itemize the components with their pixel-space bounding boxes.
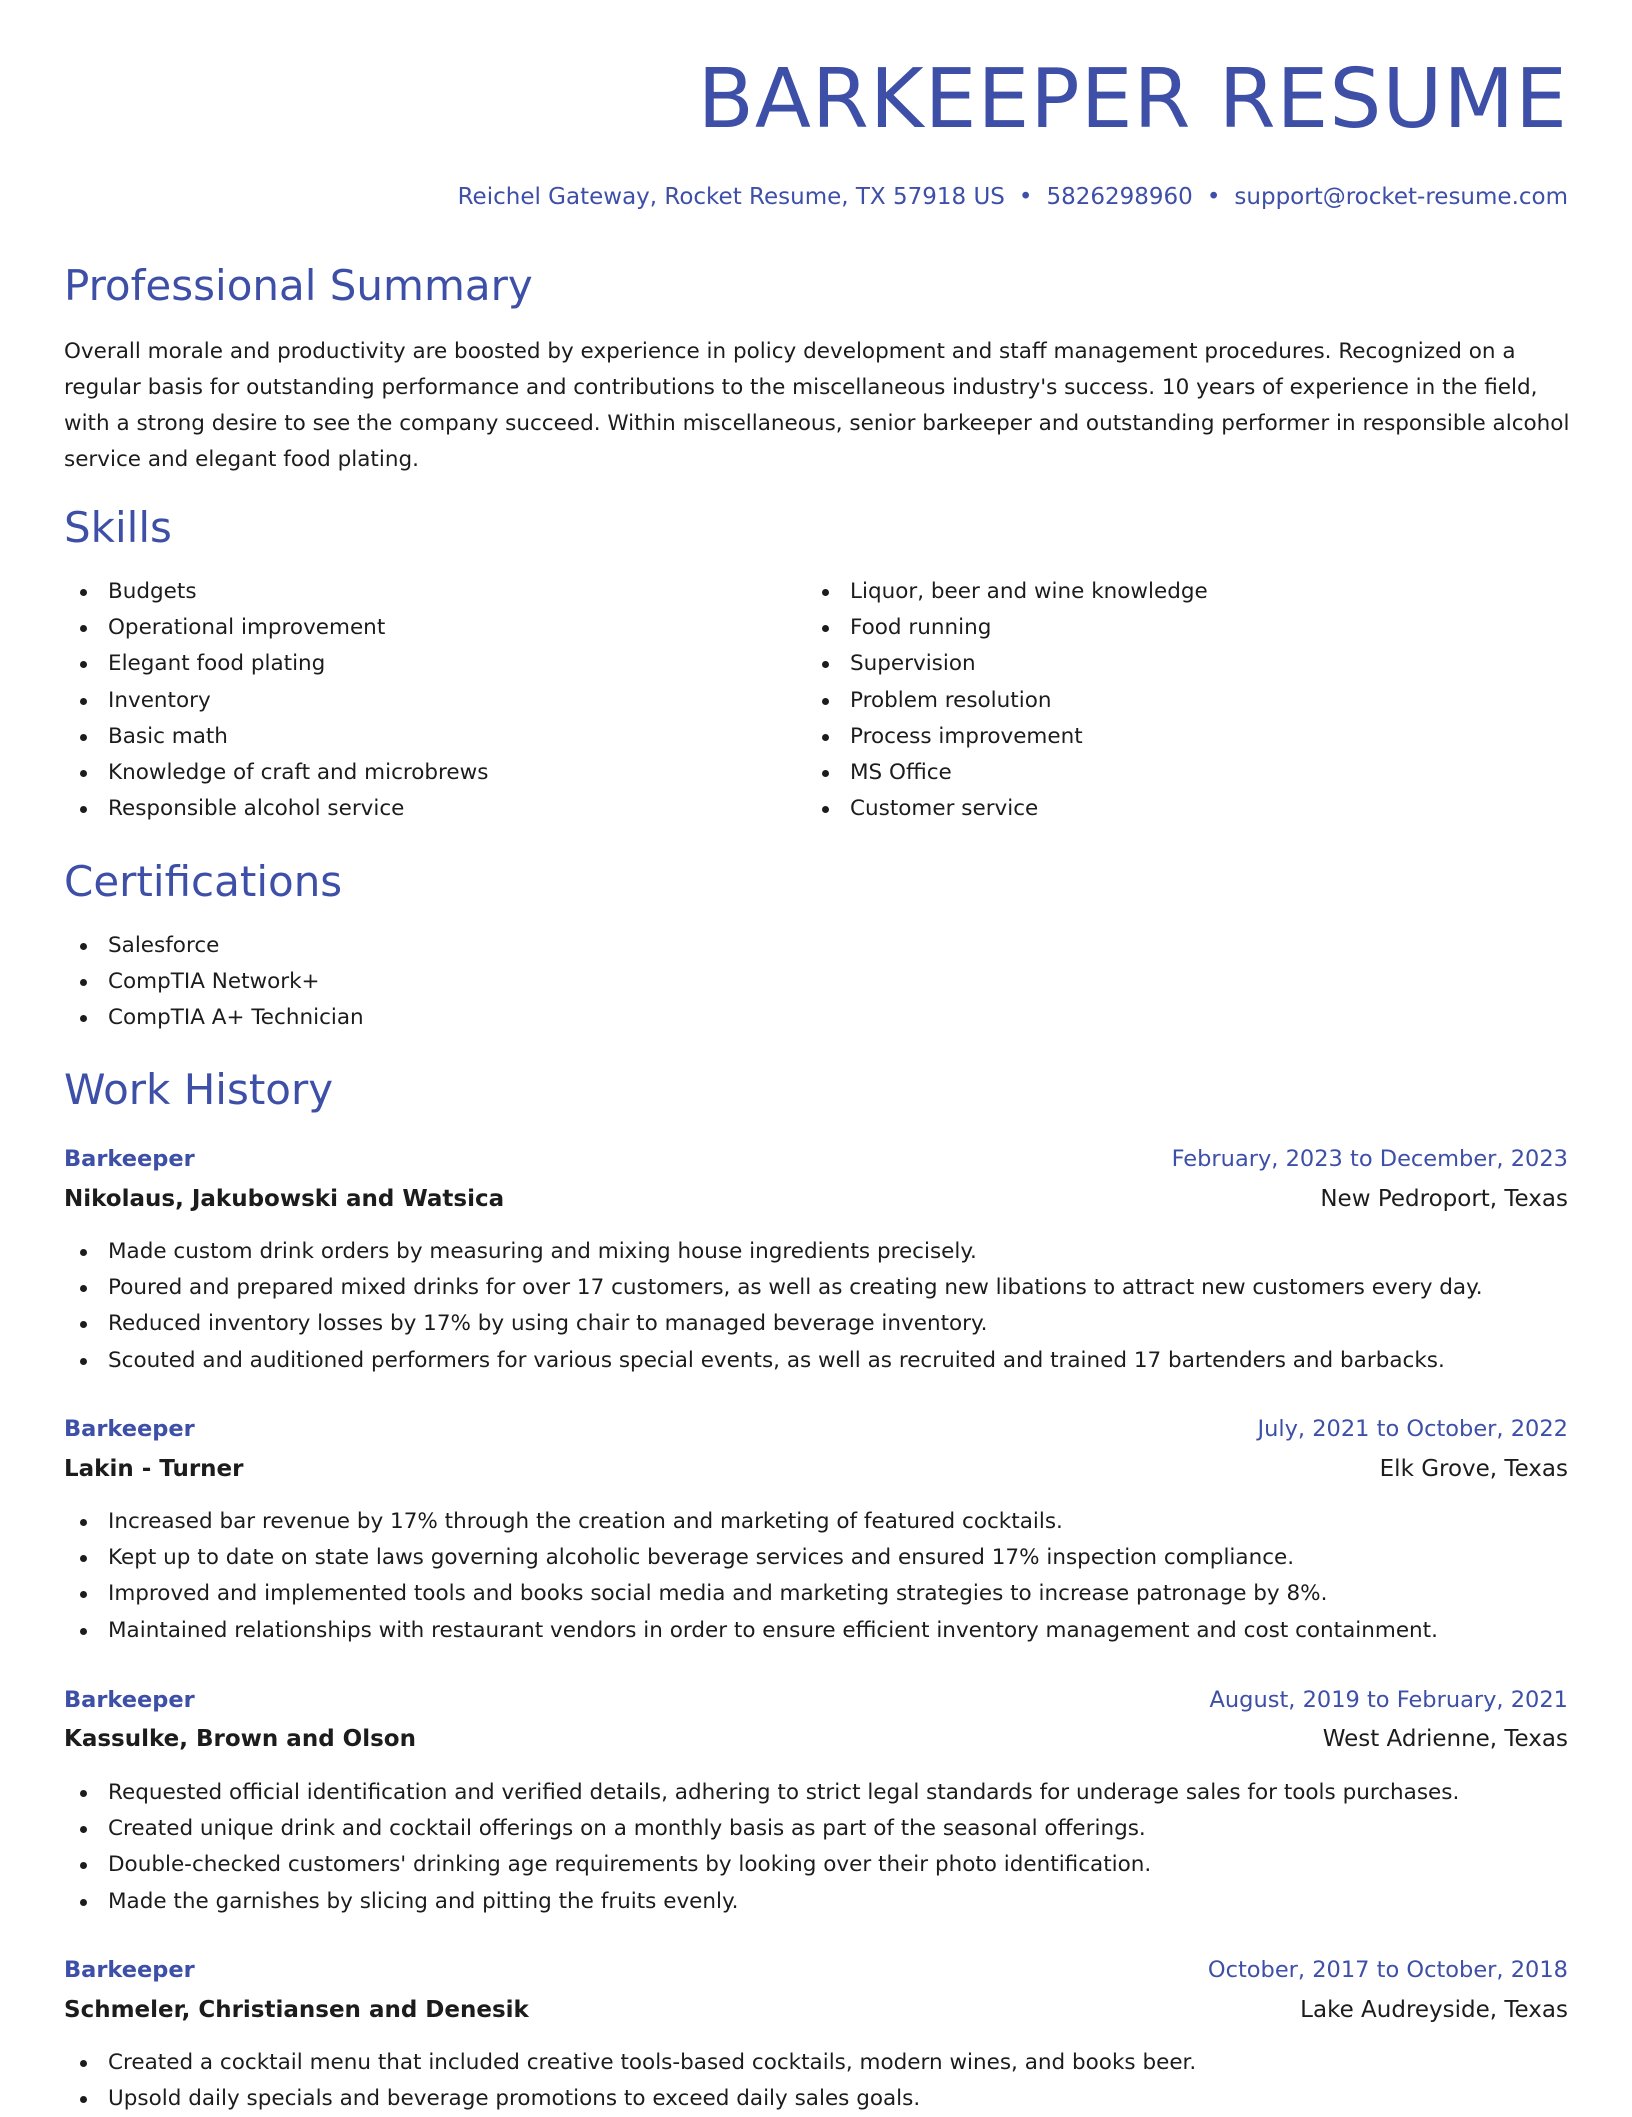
separator-dot: •	[1018, 184, 1033, 210]
job-location: New Pedroport, Texas	[1320, 1186, 1568, 1212]
job-bullet: Requested official identification and verified details, adhering to strict legal standards for underage sales for tools purchases.	[64, 1775, 1459, 1811]
skills-heading: Skills	[64, 503, 172, 552]
job-title: Barkeeper	[64, 1687, 195, 1713]
job-company: Lakin - Turner	[64, 1456, 244, 1482]
certification-item: Salesforce	[64, 928, 364, 964]
job-bullet: Improved and implemented tools and books social media and marketing strategies to increase patronage by 8%.	[64, 1576, 1438, 1612]
certification-item: CompTIA A+ Technician	[64, 1000, 364, 1036]
work-history-heading: Work History	[64, 1065, 334, 1114]
skill-item: Responsible alcohol service	[64, 791, 488, 827]
certifications-heading: Certifications	[64, 857, 343, 906]
phone: 5826298960	[1046, 184, 1193, 210]
skill-item: Knowledge of craft and microbrews	[64, 755, 488, 791]
skill-item: Food running	[806, 610, 1208, 646]
job-bullet: Created unique drink and cocktail offerings on a monthly basis as part of the seasonal offerings.	[64, 1811, 1459, 1847]
job-title: Barkeeper	[64, 1146, 195, 1172]
job-title-row	[64, 1144, 1568, 1174]
skill-item: MS Office	[806, 755, 1208, 791]
separator-dot: •	[1206, 184, 1221, 210]
job-location: Lake Audreyside, Texas	[1300, 1997, 1568, 2023]
skills-list-right	[806, 574, 1208, 827]
job-company-row	[64, 1454, 1568, 1484]
job-dates: February, 2023 to December, 2023	[1171, 1146, 1568, 1172]
job-company-row	[64, 1724, 1568, 1754]
job-bullet: Created a cocktail menu that included creative tools-based cocktails, modern wines, and books beer.	[64, 2045, 1196, 2081]
summary-heading: Professional Summary	[64, 261, 533, 310]
job-title-row	[64, 1414, 1568, 1444]
job-bullets	[64, 2045, 1196, 2117]
job-company: Schmeler, Christiansen and Denesik	[64, 1997, 529, 2023]
job-bullets	[64, 1234, 1483, 1379]
job-title-row	[64, 1685, 1568, 1715]
job-bullet: Double-checked customers' drinking age requirements by looking over their photo identification.	[64, 1847, 1459, 1883]
job-bullet: Made the garnishes by slicing and pitting the fruits evenly.	[64, 1884, 1459, 1920]
email-link[interactable]: support@rocket-resume.com	[1234, 184, 1568, 210]
job-bullets	[64, 1775, 1459, 1920]
job-company: Kassulke, Brown and Olson	[64, 1726, 416, 1752]
skill-item: Process improvement	[806, 719, 1208, 755]
skill-item: Basic math	[64, 719, 488, 755]
job-bullet: Made custom drink orders by measuring and mixing house ingredients precisely.	[64, 1234, 1483, 1270]
job-location: Elk Grove, Texas	[1379, 1456, 1568, 1482]
job-bullet: Poured and prepared mixed drinks for over 17 customers, as well as creating new libations to attract new customers every day.	[64, 1270, 1483, 1306]
job-bullet: Increased bar revenue by 17% through the creation and marketing of featured cocktails.	[64, 1504, 1438, 1540]
job-dates: August, 2019 to February, 2021	[1209, 1687, 1568, 1713]
skill-item: Elegant food plating	[64, 646, 488, 682]
job-title: Barkeeper	[64, 1416, 195, 1442]
resume-title: BARKEEPER RESUME	[697, 52, 1568, 147]
certifications-list	[64, 928, 364, 1037]
skill-item: Budgets	[64, 574, 488, 610]
job-bullet: Kept up to date on state laws governing alcoholic beverage services and ensured 17% inspection compliance.	[64, 1540, 1438, 1576]
job-dates: July, 2021 to October, 2022	[1257, 1416, 1568, 1442]
skill-item: Supervision	[806, 646, 1208, 682]
skill-item: Problem resolution	[806, 683, 1208, 719]
job-title: Barkeeper	[64, 1957, 195, 1983]
job-title-row	[64, 1955, 1568, 1985]
job-bullet: Reduced inventory losses by 17% by using chair to managed beverage inventory.	[64, 1306, 1483, 1342]
job-bullet: Maintained relationships with restaurant vendors in order to ensure efficient inventory management and cost containment.	[64, 1613, 1438, 1649]
skills-list-left	[64, 574, 488, 827]
certification-item: CompTIA Network+	[64, 964, 364, 1000]
job-bullet: Scouted and auditioned performers for various special events, as well as recruited and trained 17 bartenders and barbacks.	[64, 1343, 1483, 1379]
job-location: West Adrienne, Texas	[1322, 1726, 1568, 1752]
job-bullet: Upsold daily specials and beverage promotions to exceed daily sales goals.	[64, 2081, 1196, 2117]
job-company-row	[64, 1184, 1568, 1214]
skill-item: Operational improvement	[64, 610, 488, 646]
skill-item: Liquor, beer and wine knowledge	[806, 574, 1208, 610]
summary-text: Overall morale and productivity are boosted by experience in policy development and staff management procedures. Recognized on a regular basis for outstanding performance and contributions to the miscellaneous industry's success. 10 years of experience in the field, with a strong desire to see the company succeed. Within miscellaneous, senior barkeeper and outstanding performer in responsible alcohol service and elegant food plating.	[64, 339, 1570, 472]
skill-item: Inventory	[64, 683, 488, 719]
job-dates: October, 2017 to October, 2018	[1207, 1957, 1568, 1983]
skill-item: Customer service	[806, 791, 1208, 827]
job-company: Nikolaus, Jakubowski and Watsica	[64, 1186, 505, 1212]
address: Reichel Gateway, Rocket Resume, TX 57918 US	[457, 184, 1005, 210]
job-bullets	[64, 1504, 1438, 1649]
job-company-row	[64, 1995, 1568, 2025]
contact-line	[458, 182, 1568, 212]
